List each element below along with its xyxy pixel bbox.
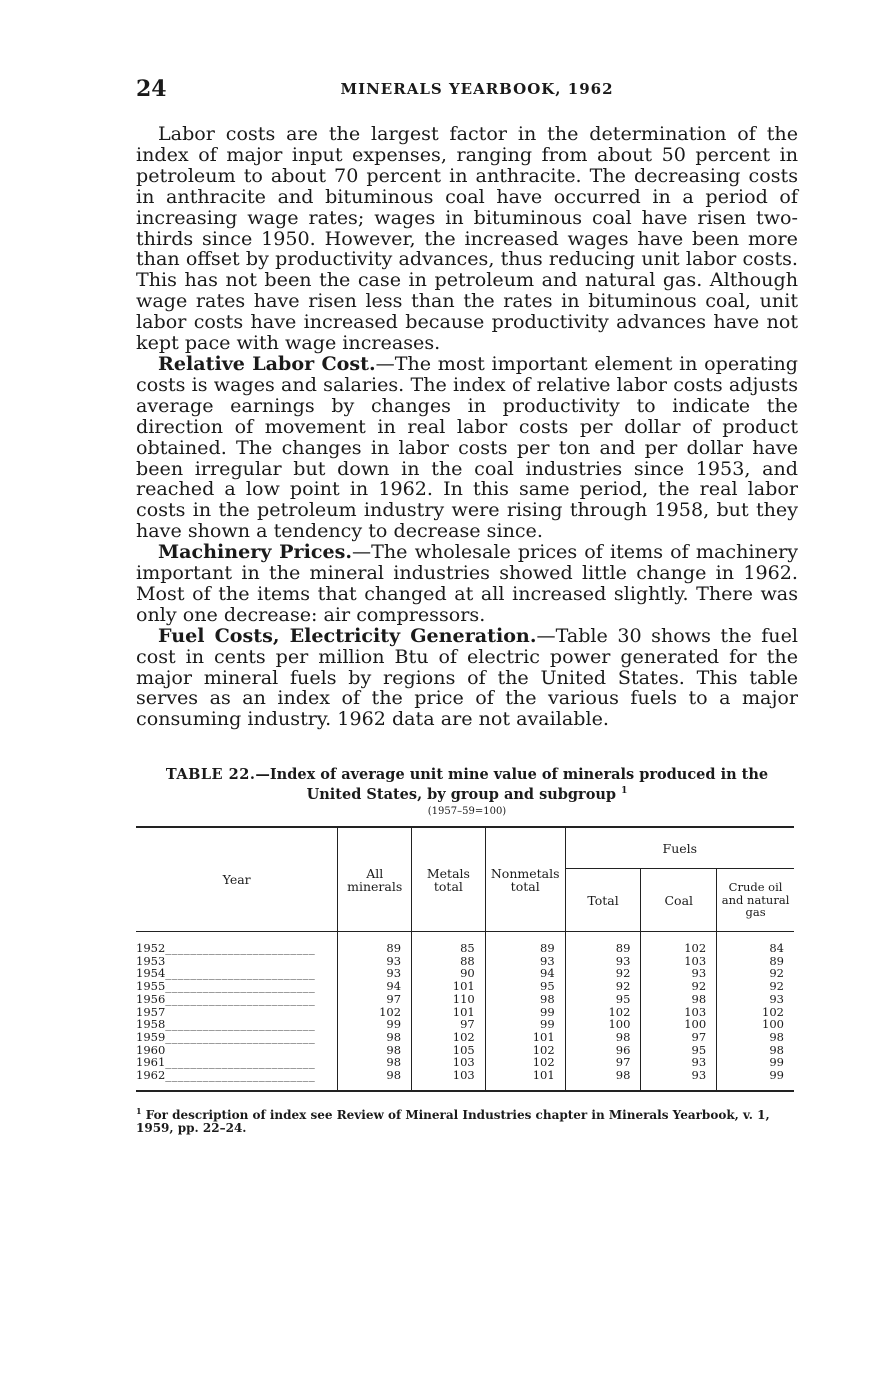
dot-leader: ________________________ [165,1056,316,1070]
cell-nonmetals: 99 [485,1018,565,1031]
cell-nonmetals: 89 [485,932,565,955]
cell-crude: 99 [717,1056,794,1069]
cell-all: 99 [338,1018,412,1031]
cell-nonmetals: 93 [485,955,565,968]
paragraph-labor-costs [136,124,798,354]
cell-all: 93 [338,967,412,980]
table-row [136,1069,794,1091]
cell-fuels-total: 97 [565,1056,641,1069]
dot-leader: ________________________ [165,980,316,993]
year-value: 1955 [136,980,166,993]
paragraph-machinery-prices [136,542,798,626]
year-value: 1953 [136,954,166,968]
cell-metals: 103 [412,1069,486,1091]
cell-nonmetals: 102 [485,1056,565,1069]
dot-leader: ________________________ [165,1030,316,1044]
year-cell [136,1018,338,1031]
paragraph-heading: Machinery Prices. [158,540,353,564]
cell-coal: 103 [641,955,717,968]
year-cell [136,1006,338,1019]
cell-coal: 100 [641,1018,717,1031]
dot-leader: ________________________ [165,967,316,981]
cell-metals: 110 [412,993,486,1006]
col-header-year: Year [136,827,338,932]
paragraph-heading: Relative Labor Cost. [158,351,376,375]
cell-coal: 93 [641,1056,717,1069]
cell-all: 102 [338,1006,412,1019]
paragraph-text: —Table 30 shows the fuel cost in cents per million Btu of electric power generated for the major mineral fuels by regions of the United States. This table serves as an index of the price of the various fuels to a major consuming industry. 1962 data are not available. [136,623,798,731]
cell-coal: 95 [641,1044,717,1057]
cell-metals: 105 [412,1044,486,1057]
cell-fuels-total: 96 [565,1044,641,1057]
cell-coal: 98 [641,993,717,1006]
year-cell [136,993,338,1006]
table-footnote-mark: 1 [621,786,628,796]
cell-all: 98 [338,1069,412,1091]
cell-coal: 97 [641,1031,717,1044]
cell-crude: 100 [717,1018,794,1031]
table-subtitle: (1957–59=100) [427,806,507,817]
cell-crude: 92 [717,967,794,980]
year-value: 1960 [136,1043,166,1057]
cell-all: 98 [338,1056,412,1069]
table-row [136,993,794,1006]
year-cell [136,1044,338,1057]
cell-fuels-total: 98 [565,1031,641,1044]
cell-metals: 97 [412,1018,486,1031]
cell-all: 97 [338,993,412,1006]
cell-metals: 101 [412,980,486,993]
year-cell [136,967,338,980]
cell-all: 94 [338,980,412,993]
cell-metals: 102 [412,1031,486,1044]
year-value: 1958 [136,1018,166,1031]
cell-nonmetals: 101 [485,1069,565,1091]
cell-coal: 103 [641,1006,717,1019]
page-header [136,76,798,102]
mineral-index-table [136,826,794,1092]
year-value: 1956 [136,992,166,1006]
year-value: 1962 [136,1069,166,1083]
footnote-mark: 1 [136,1106,142,1116]
cell-metals: 101 [412,1006,486,1019]
paragraph-heading: Fuel Costs, Electricity Generation. [158,623,537,647]
dot-leader: ________________________ [165,992,316,1006]
cell-fuels-total: 93 [565,955,641,968]
cell-all: 98 [338,1031,412,1044]
table-body [136,932,794,1091]
table-title [136,766,798,803]
dot-leader: ________________________ [165,1043,316,1057]
col-header-crude-oil-gas: Crude oil and natural gas [717,869,794,932]
cell-metals: 90 [412,967,486,980]
year-value: 1952 [136,941,166,955]
year-cell [136,980,338,993]
cell-crude: 98 [717,1031,794,1044]
page-number: 24 [136,76,167,102]
cell-nonmetals: 94 [485,967,565,980]
dot-leader: ________________________ [165,1069,316,1083]
year-value: 1957 [136,1005,166,1019]
col-header-nonmetals-total: Nonmetals total [485,827,565,932]
cell-fuels-total: 89 [565,932,641,955]
year-value: 1954 [136,967,166,981]
cell-fuels-total: 92 [565,967,641,980]
cell-nonmetals: 98 [485,993,565,1006]
table-title-line1: —Index of average unit mine value of minerals produced in the [255,766,769,783]
paragraph-fuel-costs [136,623,798,731]
paragraph-relative-labor-cost [136,351,798,543]
col-header-metals-total: Metals total [412,827,486,932]
table-row [136,980,794,993]
dot-leader: ________________________ [165,1018,316,1031]
year-cell [136,932,338,955]
cell-coal: 93 [641,967,717,980]
cell-all: 89 [338,932,412,955]
col-header-fuels: Fuels [565,827,794,869]
cell-crude: 99 [717,1069,794,1091]
col-header-coal: Coal [641,869,717,932]
cell-nonmetals: 99 [485,1006,565,1019]
year-value: 1959 [136,1030,166,1044]
cell-crude: 89 [717,955,794,968]
cell-metals: 103 [412,1056,486,1069]
year-value: 1961 [136,1056,166,1070]
running-head: MINERALS YEARBOOK, 1962 [340,80,614,98]
table-label: TABLE 22. [165,766,256,783]
paragraph-text: —The most important element in operating costs is wages and salaries. The index of relative labor costs adjusts average earnings by changes in productivity to indicate the direction of movement in real labor costs per dollar of product obtained. The changes in labor costs per ton and per dollar have been irregular but down in the coal industries since 1953, and reached a low point in 1962. In this same period, the real labor costs in the petroleum industry were rising through 1958, but they have shown a tendency to decrease since. [136,351,798,543]
year-cell [136,1056,338,1069]
cell-nonmetals: 95 [485,980,565,993]
cell-metals: 85 [412,932,486,955]
dot-leader: ________________________ [165,1005,316,1019]
dot-leader: ________________________ [165,941,316,955]
table-title-line2: United States, by group and subgroup [306,785,617,803]
cell-all: 93 [338,955,412,968]
cell-crude: 102 [717,1006,794,1019]
footnote-text: For description of index see Review of Mineral Industries chapter in Minerals Yearbook, v. 1, 1959, pp. 22–24. [136,1108,770,1135]
cell-fuels-total: 95 [565,993,641,1006]
cell-fuels-total: 100 [565,1018,641,1031]
cell-crude: 84 [717,932,794,955]
cell-crude: 98 [717,1044,794,1057]
cell-all: 98 [338,1044,412,1057]
cell-nonmetals: 101 [485,1031,565,1044]
paragraph-text: Labor costs are the largest factor in the determination of the index of major input expenses, ranging from about 50 percent in petroleum to about 70 percent in anthracite. The decreasing costs in anthracite and bituminous coal have occurred in a period of increasing wage rates; wages in bituminous coal have risen two-thirds since 1950. However, the increased wages have been more than offset by productivity advances, thus reducing unit labor costs. This has not been the case in petroleum and natural gas. Although wage rates have risen less than the rates in bituminous coal, unit labor costs have increased because productivity advances have not kept pace with wage increases. [136,122,798,355]
cell-metals: 88 [412,955,486,968]
cell-fuels-total: 102 [565,1006,641,1019]
col-header-all-minerals: All minerals [338,827,412,932]
cell-nonmetals: 102 [485,1044,565,1057]
cell-crude: 93 [717,993,794,1006]
cell-fuels-total: 98 [565,1069,641,1091]
table-row [136,932,794,955]
cell-coal: 102 [641,932,717,955]
footnote [136,1105,798,1135]
dot-leader: ________________________ [165,954,316,968]
cell-coal: 92 [641,980,717,993]
year-cell [136,955,338,968]
cell-fuels-total: 92 [565,980,641,993]
col-header-fuels-total: Total [565,869,641,932]
table-row [136,1031,794,1044]
year-cell [136,1069,338,1091]
body-text [136,124,798,730]
paragraph-text: —The wholesale prices of items of machinery important in the mineral industries showed little change in 1962. Most of the items that changed at all increased slightly. There was only one decrease: air compressors. [136,540,798,626]
cell-crude: 92 [717,980,794,993]
year-cell [136,1031,338,1044]
cell-coal: 93 [641,1069,717,1091]
